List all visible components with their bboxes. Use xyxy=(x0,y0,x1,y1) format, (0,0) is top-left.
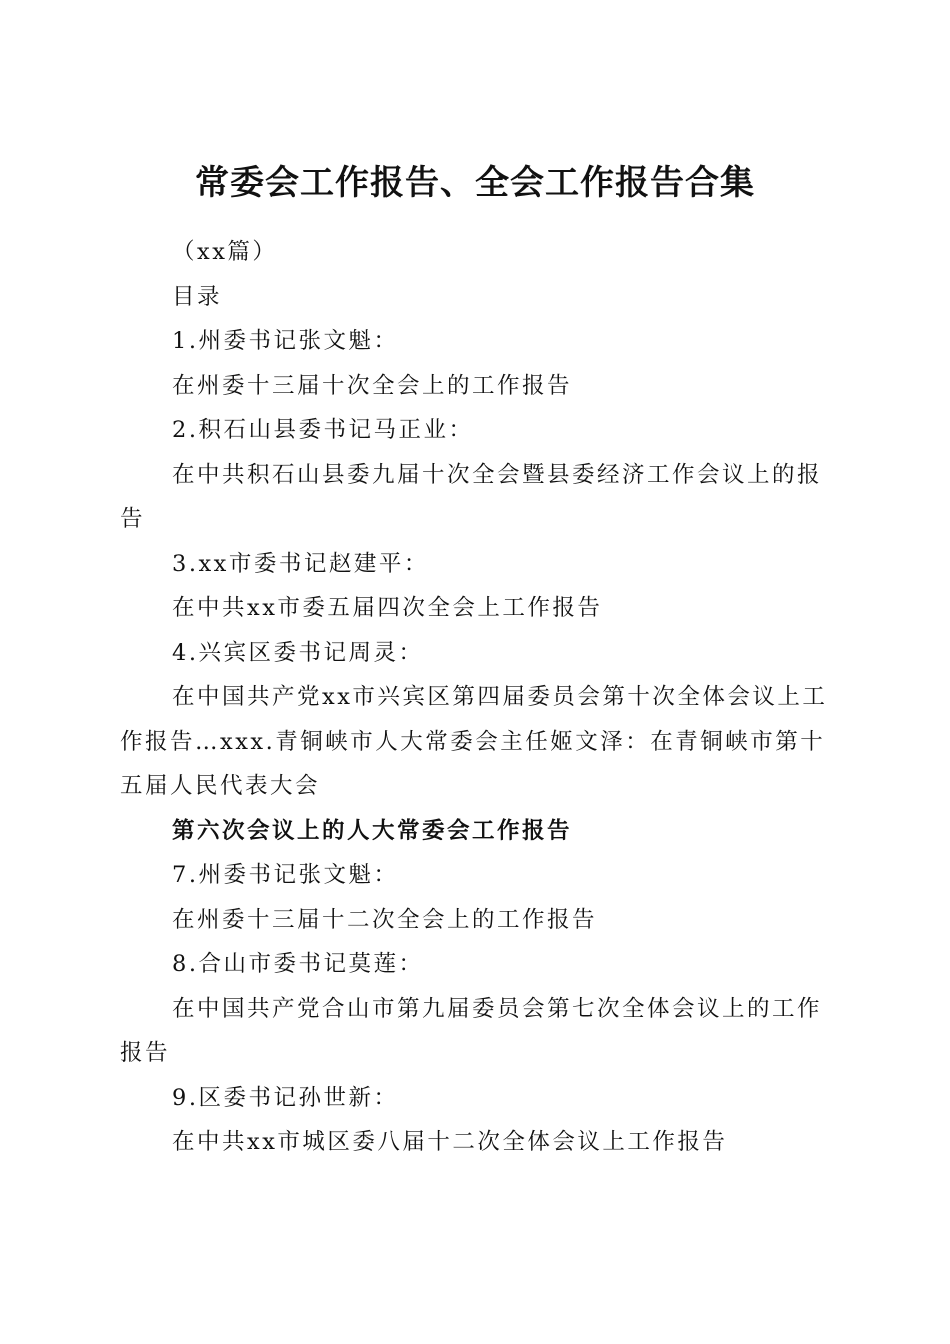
toc-item-3-title: 在中共xx市委五届四次全会上工作报告 xyxy=(172,595,603,621)
toc-item-7-title: 在州委十三届十二次全会上的工作报告 xyxy=(172,906,598,933)
toc-item-2-title: 在中共积石山县委九届十次全会暨县委经济工作会议上的报告 xyxy=(120,461,823,532)
document-title: 常委会工作报告、全会工作报告合集 xyxy=(195,162,755,203)
toc-item-2-author: 2.积石山县委书记马正业： xyxy=(172,417,474,443)
document-body xyxy=(120,230,832,1165)
toc-item-8-author: 8.合山市委书记莫莲： xyxy=(172,951,424,977)
toc-item-4-title: 在中国共产党xx市兴宾区第四届委员会第十次全体会议上工作报告…xxx.青铜峡市人大常委会主任姬文泽：在青铜峡市第十五届人民代表大会 xyxy=(120,684,828,799)
paragraph-count: （xx篇） xyxy=(172,239,278,265)
toc-item-8-title: 在中国共产党合山市第九届委员会第七次全体会议上的工作报告 xyxy=(120,995,823,1066)
toc-item-4-author: 4.兴宾区委书记周灵： xyxy=(172,639,424,666)
toc-item-1-title: 在州委十三届十次全会上的工作报告 xyxy=(172,372,573,399)
toc-item-9-author: 9.区委书记孙世新： xyxy=(172,1084,399,1111)
toc-item-9-title: 在中共xx市城区委八届十二次全体会议上工作报告 xyxy=(172,1129,728,1155)
toc-item-3-author: 3.xx市委书记赵建平： xyxy=(172,550,429,577)
toc-item-7-author: 7.州委书记张文魁： xyxy=(172,862,399,888)
toc-item-5-title-continued: 第六次会议上的人大常委会工作报告 xyxy=(172,817,573,844)
paragraph-toc-heading: 目录 xyxy=(172,283,223,310)
toc-item-1-author: 1.州委书记张文魁： xyxy=(172,328,399,354)
